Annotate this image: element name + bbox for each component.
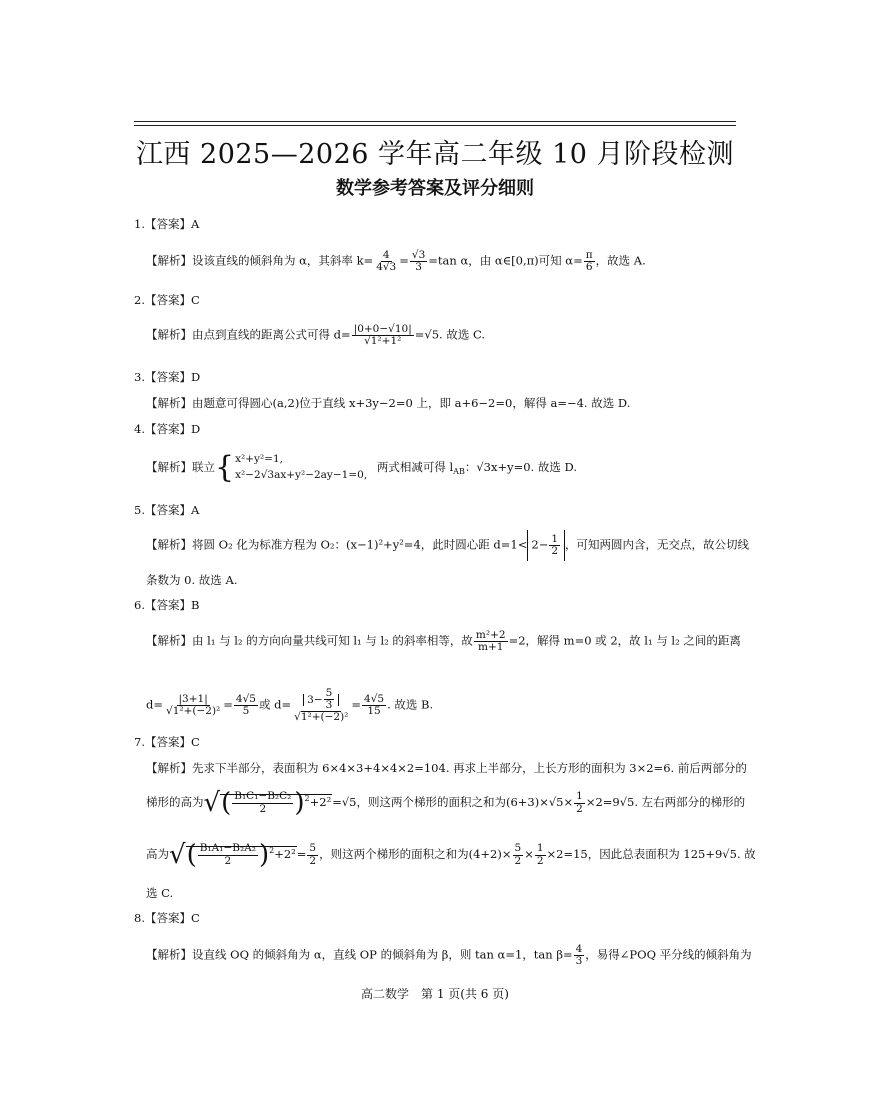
top-rule xyxy=(134,121,736,122)
equation-system xyxy=(235,452,367,484)
denominator: 5 xyxy=(242,705,250,718)
denominator: 2 xyxy=(224,854,232,867)
numerator: 5 xyxy=(325,687,333,699)
q6-explanation xyxy=(146,630,741,653)
numerator: 4√5 xyxy=(235,693,256,705)
q4-answer: 4.【答案】D xyxy=(134,422,201,436)
fraction xyxy=(574,944,585,967)
q5-answer: 5.【答案】A xyxy=(134,503,200,517)
text: ×2=9√5. 左右两部分的梯形的 xyxy=(585,795,746,809)
denominator: √1²+1² xyxy=(364,335,402,348)
subscript: AB xyxy=(453,467,465,477)
numerator: 1 xyxy=(576,790,583,803)
numerator: √3 xyxy=(411,249,426,261)
numerator: 5 xyxy=(514,842,522,855)
text: 梯形的高为 xyxy=(146,795,204,809)
absolute-value xyxy=(303,687,339,712)
fraction xyxy=(324,688,335,711)
sqrt-content xyxy=(220,788,332,818)
q2-answer: 2.【答案】C xyxy=(134,293,200,307)
absolute-value xyxy=(527,530,565,561)
fraction xyxy=(234,694,258,717)
text: =√5. 故选 C. xyxy=(414,327,486,342)
numerator: m²+2 xyxy=(475,629,506,641)
denominator: 2 xyxy=(576,802,583,815)
numerator: 1 xyxy=(551,533,559,545)
paren-icon: ) xyxy=(258,840,270,870)
top-rule-2 xyxy=(134,125,736,126)
q7-explanation-line3 xyxy=(146,842,756,868)
denominator: 15 xyxy=(367,705,381,718)
text: ：√3x+y=0. 故选 D. xyxy=(464,459,577,474)
text: 【解析】设该直线的倾斜角为 α，其斜率 k= xyxy=(146,253,374,268)
q7-explanation-line2 xyxy=(146,790,745,816)
fraction xyxy=(410,250,427,273)
denominator: 6 xyxy=(585,261,593,274)
text: =tan α，由 α∈[0,π)可知 α= xyxy=(428,253,583,268)
fraction xyxy=(352,324,414,347)
page-title: 江西 2025—2026 学年高二年级 10 月阶段检测 xyxy=(135,139,735,170)
fraction xyxy=(164,694,222,717)
q7-explanation-line4: 选 C. xyxy=(146,886,174,900)
paren-icon: ( xyxy=(186,840,197,870)
text: 3− xyxy=(307,693,323,706)
fraction xyxy=(292,688,350,723)
denominator: 4√3 xyxy=(376,261,397,274)
denominator: 2 xyxy=(259,802,267,815)
denominator: √1²+(−2)² xyxy=(294,711,349,724)
text: =√5，则这两个梯形的面积之和为(6+3)×√5× xyxy=(332,795,574,809)
q5-explanation xyxy=(146,530,749,561)
numerator: |0+0−√10| xyxy=(353,323,412,335)
sqrt-icon: √ xyxy=(169,840,186,870)
fraction xyxy=(198,843,258,866)
q3-answer: 3.【答案】D xyxy=(134,370,201,384)
numerator: B₁A₁−B₂A₂ xyxy=(199,842,256,855)
fraction xyxy=(513,843,524,866)
denominator: 2 xyxy=(551,545,559,558)
text: = xyxy=(351,697,362,712)
text: ，可知两圆内含，无交点，故公切线 xyxy=(565,537,750,552)
text: 【解析】设直线 OQ 的倾斜角为 α，直线 OP 的倾斜角为 β，则 tan α=1，tan β= xyxy=(146,947,573,962)
denominator: 2 xyxy=(514,854,522,867)
paren-icon: ) xyxy=(294,788,305,818)
square-exponent: 2 xyxy=(269,846,275,856)
q4-explanation xyxy=(146,449,577,485)
text: 高为 xyxy=(146,847,169,861)
page-subtitle: 数学参考答案及评分细则 xyxy=(336,178,534,199)
q8-explanation xyxy=(146,944,752,967)
fraction xyxy=(535,843,546,866)
text: 【解析】由 l₁ 与 l₂ 的方向向量共线可知 l₁ 与 l₂ 的斜率相等，故 xyxy=(146,633,473,648)
sqrt-icon: √ xyxy=(203,788,221,818)
denominator: 2 xyxy=(536,854,544,867)
text: × xyxy=(524,847,534,861)
q7-explanation: 【解析】先求下半部分，表面积为 6×4×3+4×4×2=104. 再求上半部分，上长方形的面积为 3×2=6. 前后两部分的 xyxy=(146,761,747,775)
text: 2− xyxy=(531,537,549,552)
fraction xyxy=(474,630,508,653)
q3-explanation: 【解析】由题意可得圆心(a,2)位于直线 x+3y−2=0 上，即 a+6−2=0，解得 a=−4. 故选 D. xyxy=(146,396,631,410)
numerator: π xyxy=(585,249,593,261)
denominator: 3 xyxy=(325,699,333,712)
q1-answer: 1.【答案】A xyxy=(134,217,200,231)
denominator: 3 xyxy=(415,261,422,274)
text: 两式相减可得 l xyxy=(376,459,454,474)
q7-answer: 7.【答案】C xyxy=(134,735,200,749)
text: . 故选 B. xyxy=(387,697,434,712)
text: 【解析】由点到直线的距离公式可得 d= xyxy=(146,327,351,342)
q5-explanation-cont: 条数为 0. 故选 A. xyxy=(146,573,238,587)
numerator: 4 xyxy=(575,943,583,955)
paren-icon: ( xyxy=(221,788,232,818)
text: +2² xyxy=(309,795,332,809)
sqrt-content xyxy=(186,840,297,870)
fraction xyxy=(584,250,595,273)
text: ，故选 A. xyxy=(595,253,646,268)
q2-explanation xyxy=(146,324,485,347)
q1-explanation xyxy=(146,250,646,273)
square-exponent: 2 xyxy=(304,794,310,804)
q6-explanation-formula xyxy=(146,688,433,723)
text: = xyxy=(223,697,233,712)
numerator: 4 xyxy=(382,249,390,261)
brace-icon: { xyxy=(215,449,235,485)
text: = xyxy=(399,253,409,268)
numerator: B₁C₁−B₂C₂ xyxy=(234,790,292,803)
text: 【解析】将圆 O₂ 化为标准方程为 O₂：(x−1)²+y²=4，此时圆心距 d=1< xyxy=(146,537,528,552)
text: = xyxy=(296,847,307,861)
text: ，则这两个梯形的面积之和为(4+2)× xyxy=(319,847,512,861)
denominator: m+1 xyxy=(478,641,504,654)
page-footer: 高二数学 第 1 页(共 6 页) xyxy=(361,987,509,1001)
fraction xyxy=(232,791,293,814)
denominator: 3 xyxy=(575,955,583,968)
fraction xyxy=(307,843,318,866)
text: 【解析】联立 xyxy=(146,459,215,474)
q8-answer: 8.【答案】C xyxy=(134,911,200,925)
text: ，易得∠POQ 平分线的倾斜角为 xyxy=(585,947,752,962)
fraction xyxy=(549,534,560,557)
q6-answer: 6.【答案】B xyxy=(134,598,200,612)
numerator xyxy=(301,688,341,712)
numerator: |3+1| xyxy=(178,693,208,705)
numerator: 4√5 xyxy=(364,693,385,705)
text: d= xyxy=(146,697,163,712)
denominator: 2 xyxy=(309,854,317,867)
text: ×2=15，因此总表面积为 125+9√5. 故 xyxy=(546,847,756,861)
equation-2: x²−2√3ax+y²−2ay−1=0, xyxy=(235,468,368,481)
fraction xyxy=(374,250,398,273)
denominator: √1²+(−2)² xyxy=(166,705,221,718)
fraction xyxy=(574,791,585,814)
numerator: 5 xyxy=(309,842,317,855)
text: =2，解得 m=0 或 2，故 l₁ 与 l₂ 之间的距离 xyxy=(508,633,741,648)
text: 或 d= xyxy=(258,697,292,712)
equation-1: x²+y²=1, xyxy=(235,453,283,465)
fraction xyxy=(362,694,386,717)
numerator: 1 xyxy=(536,842,544,855)
text: +2² xyxy=(274,847,296,861)
